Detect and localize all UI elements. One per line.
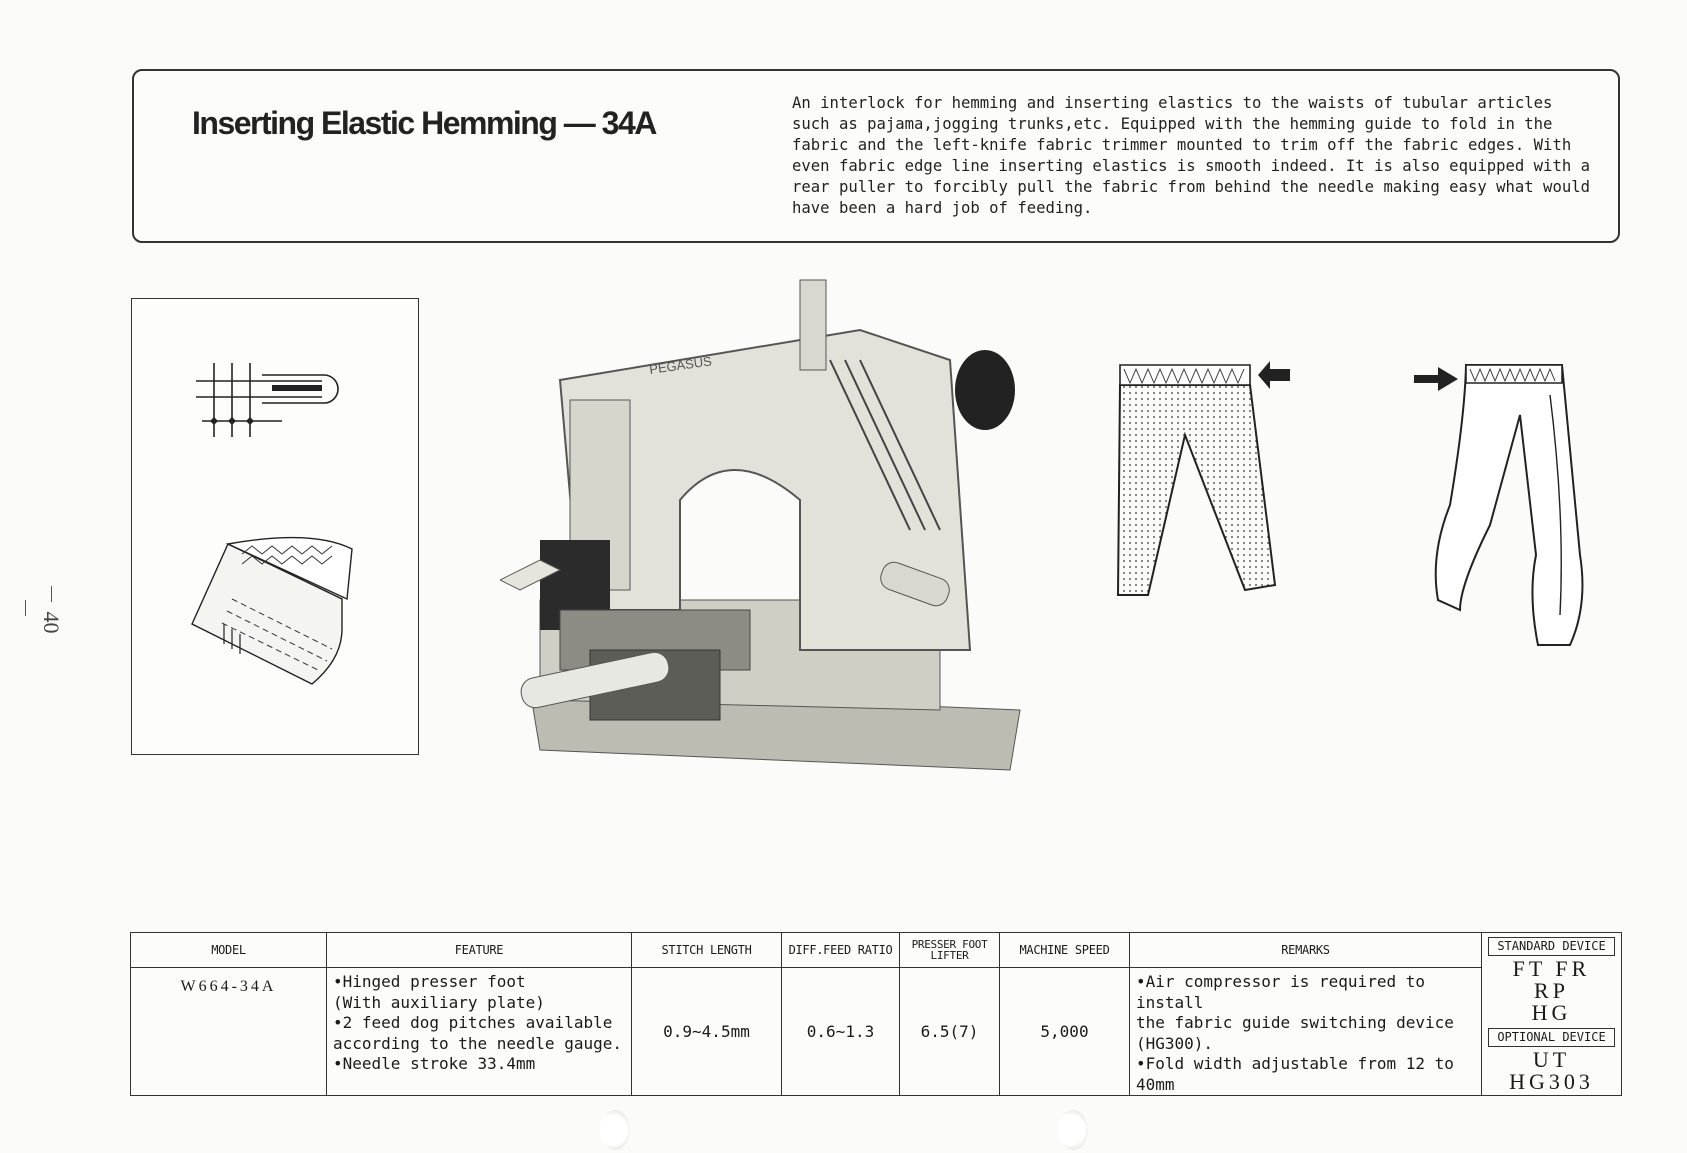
header-description: An interlock for hemming and inserting elastics to the waists of tubular articles such as pajama,jogging trunks,etc. Equipped with the hemming guide to fold in the fabric and the left-knife fabric trimmer mounted to trim off the fabric edges. With even fabric edge line inserting elastics is smooth indeed. It is also equipped with a rear puller to forcibly pull the fabric from behind the needle making easy what would have been a hard job of feeding. <box>792 94 1590 217</box>
feature-cell <box>327 968 632 1096</box>
spec-table <box>130 932 1622 1096</box>
machine-brand-text: PEGASUS <box>648 353 713 377</box>
header-box <box>132 69 1620 243</box>
col-presser-foot-lifter: PRESSER FOOT LIFTER <box>900 933 1000 968</box>
remarks-list <box>1136 972 1481 1095</box>
feature-item: •2 feed dog pitches available according to the needle gauge. <box>333 1013 622 1053</box>
col-remarks: REMARKS <box>1130 933 1482 968</box>
page-number-text: 40 <box>39 611 64 634</box>
remark-item: •Air compressor is required to install the fabric guide switching device (HG300). <box>1136 972 1454 1053</box>
page-number <box>24 568 64 648</box>
col-machine-speed: MACHINE SPEED <box>1000 933 1130 968</box>
optional-device-codes: UT HG303 <box>1509 1047 1594 1094</box>
col-diff-feed-ratio: DIFF.FEED RATIO <box>782 933 900 968</box>
optional-device-label: OPTIONAL DEVICE <box>1488 1028 1615 1047</box>
standard-device-label: STANDARD DEVICE <box>1488 937 1615 956</box>
sewing-machine-illustration <box>500 270 1060 790</box>
remarks-cell <box>1130 968 1482 1096</box>
feature-item: •Needle stroke 33.4mm <box>333 1054 536 1073</box>
col-stitch-length: STITCH LENGTH <box>632 933 782 968</box>
col-feature: FEATURE <box>327 933 632 968</box>
machine-speed-value: 5,000 <box>1000 968 1130 1096</box>
binding-hole <box>1058 1110 1088 1150</box>
feature-item: •Hinged presser foot (With auxiliary plate) <box>333 972 545 1012</box>
model-value: W664-34A <box>131 968 327 1096</box>
stitch-diagram <box>132 299 418 754</box>
remark-item: •Fold width adjustable from 12 to 40mm <box>1136 1054 1454 1094</box>
table-row <box>131 968 1622 1096</box>
stitch-diagram-panel <box>131 298 419 755</box>
presser-foot-lifter-value: 6.5(7) <box>900 968 1000 1096</box>
col-model: MODEL <box>131 933 327 968</box>
page-title: Inserting Elastic Hemming — 34A <box>192 105 656 141</box>
device-cell <box>1482 933 1622 1096</box>
sewing-machine-photo <box>500 270 1060 790</box>
standard-device-codes: FT FR RP HG <box>1512 956 1591 1025</box>
table-header-row <box>131 933 1622 968</box>
binding-hole <box>600 1110 630 1150</box>
pajama-pants-illustration <box>1110 355 1350 675</box>
jogging-pants-illustration <box>1410 355 1600 685</box>
diff-feed-ratio-value: 0.6∼1.3 <box>782 968 900 1096</box>
feature-list <box>333 972 631 1075</box>
pajama-pants-drawing <box>1110 355 1350 675</box>
stitch-length-value: 0.9∼4.5mm <box>632 968 782 1096</box>
jogging-pants-drawing <box>1410 355 1600 685</box>
